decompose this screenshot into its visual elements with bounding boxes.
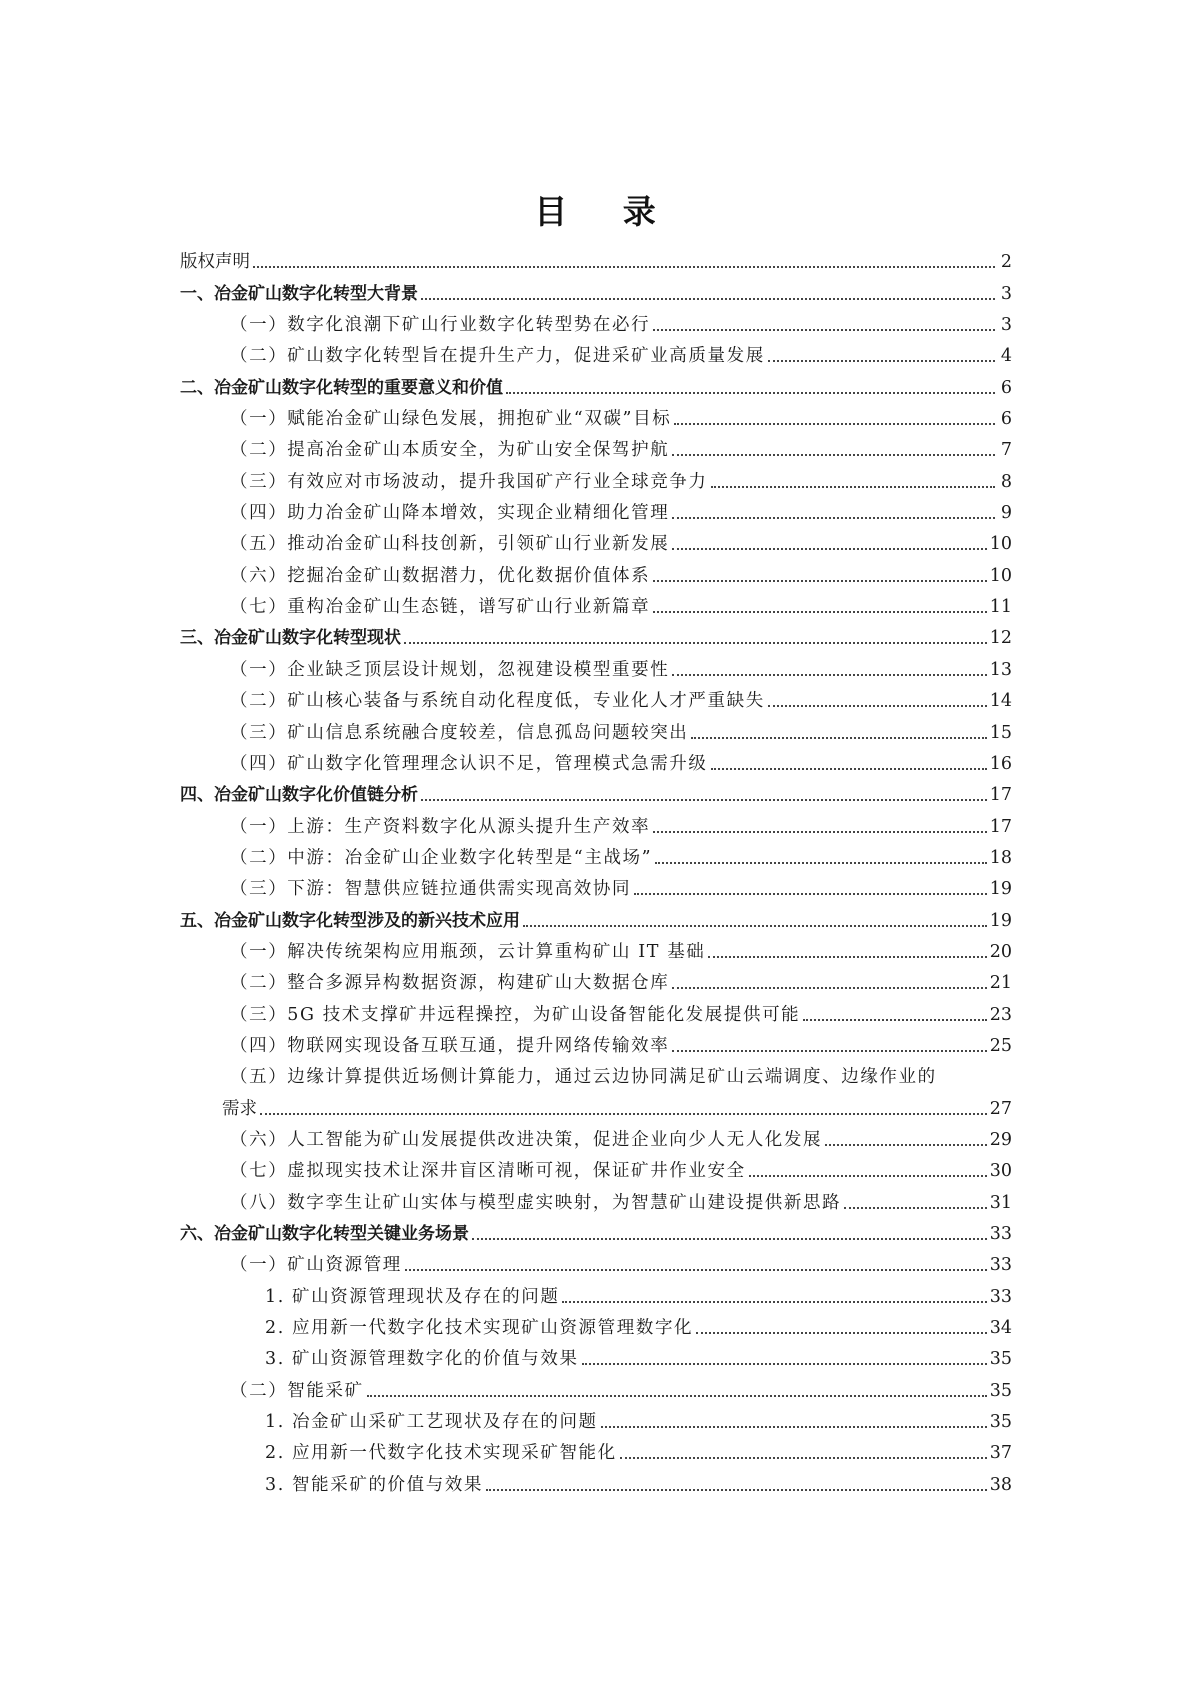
toc-entry[interactable] bbox=[180, 775, 1012, 806]
page-title: 目 录 bbox=[534, 192, 678, 231]
toc-entry-page-number: 11 bbox=[989, 597, 1012, 618]
toc-entry[interactable] bbox=[180, 242, 1012, 273]
toc-entry-label: （一）数字化浪潮下矿山行业数字化转型势在必行 bbox=[230, 315, 651, 336]
toc-dot-leader bbox=[253, 266, 995, 268]
toc-dot-leader bbox=[653, 611, 987, 613]
toc-dot-leader bbox=[421, 799, 987, 801]
toc-entry-label: 1. 矿山资源管理现状及存在的问题 bbox=[265, 1286, 560, 1307]
toc-entry-label: （三）有效应对市场波动，提升我国矿产行业全球竞争力 bbox=[230, 471, 708, 492]
toc-entry-label: 六、冶金矿山数字化转型关键业务场景 bbox=[180, 1224, 469, 1244]
toc-entry-label: 2. 应用新一代数字化技术实现采矿智能化 bbox=[265, 1443, 617, 1464]
toc-entry-page-number: 17 bbox=[989, 785, 1012, 806]
toc-dot-leader bbox=[653, 831, 987, 833]
toc-entry-page-number: 37 bbox=[989, 1443, 1012, 1464]
toc-entry-page-number: 35 bbox=[989, 1412, 1012, 1433]
toc-dot-leader bbox=[768, 705, 987, 707]
toc-entry[interactable] bbox=[180, 1370, 1012, 1401]
toc-dot-leader bbox=[803, 1019, 986, 1021]
toc-dot-leader bbox=[523, 925, 987, 927]
toc-entry-page-number: 8 bbox=[1000, 471, 1012, 492]
toc-entry-label: 版权声明 bbox=[180, 252, 250, 273]
toc-entry-label: （一）企业缺乏顶层设计规划，忽视建设模型重要性 bbox=[230, 659, 670, 680]
toc-entry-label: 2. 应用新一代数字化技术实现矿山资源管理数字化 bbox=[265, 1318, 694, 1339]
table-of-contents bbox=[180, 242, 1012, 1496]
toc-entry-page-number: 7 bbox=[1000, 440, 1012, 461]
toc-entry-label: （一）矿山资源管理 bbox=[230, 1255, 402, 1276]
toc-entry[interactable] bbox=[180, 932, 1012, 963]
toc-entry-label: 3. 智能采矿的价值与效果 bbox=[265, 1474, 484, 1495]
toc-entry[interactable] bbox=[180, 399, 1012, 430]
toc-dot-leader bbox=[562, 1301, 986, 1303]
toc-entry-label: （四）物联网实现设备互联互通，提升网络传输效率 bbox=[230, 1035, 670, 1056]
toc-entry-page-number: 15 bbox=[989, 722, 1012, 743]
toc-entry[interactable] bbox=[180, 869, 1012, 900]
toc-entry-page-number: 14 bbox=[989, 691, 1012, 712]
toc-entry[interactable] bbox=[180, 1276, 1012, 1307]
toc-entry-page-number: 3 bbox=[1000, 283, 1012, 304]
toc-entry-page-number: 12 bbox=[989, 628, 1012, 649]
toc-dot-leader bbox=[655, 862, 987, 864]
toc-entry-page-number: 19 bbox=[989, 910, 1012, 931]
toc-dot-leader bbox=[404, 642, 987, 644]
toc-entry[interactable] bbox=[180, 1182, 1012, 1213]
toc-entry-label: （二）提高冶金矿山本质安全，为矿山安全保驾护航 bbox=[230, 440, 670, 461]
toc-entry[interactable] bbox=[180, 1464, 1012, 1495]
toc-dot-leader bbox=[601, 1426, 987, 1428]
toc-entry[interactable] bbox=[180, 273, 1012, 304]
toc-entry[interactable] bbox=[180, 1026, 1012, 1057]
toc-entry-label: （二）矿山核心装备与系统自动化程度低，专业化人才严重缺失 bbox=[230, 691, 765, 712]
toc-entry[interactable] bbox=[180, 963, 1012, 994]
toc-entry[interactable] bbox=[180, 1402, 1012, 1433]
toc-entry-label: （八）数字孪生让矿山实体与模型虚实映射，为智慧矿山建设提供新思路 bbox=[230, 1192, 842, 1213]
toc-entry-label: （七）虚拟现实技术让深井盲区清晰可视，保证矿井作业安全 bbox=[230, 1161, 746, 1182]
toc-dot-leader bbox=[708, 956, 986, 958]
toc-entry-label: （二）矿山数字化转型旨在提升生产力，促进采矿业高质量发展 bbox=[230, 346, 765, 367]
toc-entry[interactable] bbox=[180, 838, 1012, 869]
toc-dot-leader bbox=[672, 517, 995, 519]
toc-entry-page-number: 21 bbox=[989, 973, 1012, 994]
toc-dot-leader bbox=[582, 1363, 987, 1365]
toc-entry-page-number: 35 bbox=[989, 1380, 1012, 1401]
toc-dot-leader bbox=[634, 893, 987, 895]
toc-dot-leader bbox=[653, 580, 987, 582]
toc-entry-label: 二、冶金矿山数字化转型的重要意义和价值 bbox=[180, 377, 503, 398]
toc-entry-page-number: 30 bbox=[989, 1161, 1012, 1182]
toc-entry[interactable] bbox=[180, 681, 1012, 712]
toc-entry-page-number: 20 bbox=[989, 941, 1012, 962]
toc-entry[interactable] bbox=[180, 744, 1012, 775]
toc-entry-page-number: 31 bbox=[989, 1192, 1012, 1213]
toc-dot-leader bbox=[691, 737, 986, 739]
toc-entry-page-number: 9 bbox=[1000, 503, 1012, 524]
toc-entry-label: 四、冶金矿山数字化价值链分析 bbox=[180, 785, 418, 806]
toc-entry-label: （二）整合多源异构数据资源，构建矿山大数据仓库 bbox=[230, 973, 670, 994]
toc-entry-label: 1. 冶金矿山采矿工艺现状及存在的问题 bbox=[265, 1412, 598, 1433]
toc-dot-leader bbox=[620, 1457, 987, 1459]
toc-dot-leader bbox=[486, 1489, 987, 1491]
toc-entry-label: 三、冶金矿山数字化转型现状 bbox=[180, 628, 401, 649]
toc-entry-page-number: 35 bbox=[989, 1349, 1012, 1370]
toc-entry[interactable] bbox=[180, 367, 1012, 398]
toc-entry[interactable] bbox=[180, 587, 1012, 618]
toc-entry-page-number: 2 bbox=[1000, 252, 1012, 273]
toc-dot-leader bbox=[672, 987, 986, 989]
toc-entry[interactable] bbox=[180, 305, 1012, 336]
toc-dot-leader bbox=[506, 392, 995, 394]
toc-entry-page-number: 13 bbox=[989, 659, 1012, 680]
toc-entry-page-number: 6 bbox=[1000, 409, 1012, 430]
toc-entry-label: （二）智能采矿 bbox=[230, 1380, 364, 1401]
toc-entry[interactable] bbox=[180, 1088, 1012, 1119]
toc-entry-label: （六）挖掘冶金矿山数据潜力，优化数据价值体系 bbox=[230, 565, 651, 586]
toc-entry-page-number: 29 bbox=[989, 1129, 1012, 1150]
toc-entry[interactable] bbox=[180, 994, 1012, 1025]
toc-dot-leader bbox=[405, 1269, 987, 1271]
toc-dot-leader bbox=[749, 1175, 987, 1177]
toc-entry-page-number: 17 bbox=[989, 816, 1012, 837]
toc-entry-label: （三）5G 技术支撑矿井远程操控，为矿山设备智能化发展提供可能 bbox=[230, 1004, 801, 1025]
toc-entry-label: （七）重构冶金矿山生态链，谱写矿山行业新篇章 bbox=[230, 597, 651, 618]
toc-entry-label: （三）矿山信息系统融合度较差，信息孤岛问题较突出 bbox=[230, 722, 689, 743]
toc-entry-label: 一、冶金矿山数字化转型大背景 bbox=[180, 283, 418, 304]
toc-entry-page-number: 4 bbox=[1000, 346, 1012, 367]
toc-entry-label: （四）矿山数字化管理理念认识不足，管理模式急需升级 bbox=[230, 753, 708, 774]
toc-entry-page-number: 33 bbox=[989, 1255, 1012, 1276]
toc-entry-label: （四）助力冶金矿山降本增效，实现企业精细化管理 bbox=[230, 503, 670, 524]
toc-entry[interactable] bbox=[180, 649, 1012, 680]
toc-dot-leader bbox=[825, 1144, 987, 1146]
toc-entry[interactable] bbox=[180, 806, 1012, 837]
toc-entry-page-number: 27 bbox=[989, 1098, 1012, 1119]
toc-entry-page-number: 25 bbox=[989, 1035, 1012, 1056]
toc-dot-leader bbox=[768, 360, 995, 362]
toc-entry-label: （五）边缘计算提供近场侧计算能力，通过云边协同满足矿山云端调度、边缘作业的 bbox=[230, 1067, 937, 1088]
toc-dot-leader bbox=[674, 423, 995, 425]
toc-entry[interactable] bbox=[180, 1151, 1012, 1182]
toc-dot-leader bbox=[711, 486, 996, 488]
toc-entry[interactable] bbox=[180, 336, 1012, 367]
toc-dot-leader bbox=[653, 329, 995, 331]
toc-entry-label: （一）赋能冶金矿山绿色发展，拥抱矿业“双碳”目标 bbox=[230, 409, 672, 430]
toc-dot-leader bbox=[672, 548, 986, 550]
toc-entry-page-number: 34 bbox=[989, 1318, 1012, 1339]
toc-entry-page-number: 6 bbox=[1000, 377, 1012, 398]
toc-entry-label: （六）人工智能为矿山发展提供改进决策，促进企业向少人无人化发展 bbox=[230, 1129, 823, 1150]
toc-dot-leader bbox=[260, 1113, 987, 1115]
toc-entry-label: 需求 bbox=[222, 1098, 257, 1119]
toc-entry-page-number: 10 bbox=[989, 565, 1012, 586]
toc-entry[interactable] bbox=[180, 1214, 1012, 1245]
toc-entry-label: 五、冶金矿山数字化转型涉及的新兴技术应用 bbox=[180, 910, 520, 931]
toc-entry-label: （一）上游：生产资料数字化从源头提升生产效率 bbox=[230, 816, 651, 837]
toc-entry-page-number: 33 bbox=[989, 1286, 1012, 1307]
toc-entry[interactable] bbox=[180, 461, 1012, 492]
toc-entry-page-number: 19 bbox=[989, 879, 1012, 900]
toc-entry[interactable] bbox=[180, 1120, 1012, 1151]
toc-entry-label: （五）推动冶金矿山科技创新，引领矿山行业新发展 bbox=[230, 534, 670, 555]
toc-entry[interactable] bbox=[180, 1339, 1012, 1370]
toc-entry-label: （一）解决传统架构应用瓶颈，云计算重构矿山 IT 基础 bbox=[230, 941, 706, 962]
toc-entry[interactable] bbox=[180, 1057, 1012, 1088]
toc-entry[interactable] bbox=[180, 712, 1012, 743]
toc-entry-page-number: 10 bbox=[989, 534, 1012, 555]
toc-entry-label: （二）中游：冶金矿山企业数字化转型是“主战场” bbox=[230, 847, 653, 868]
toc-entry-page-number: 33 bbox=[989, 1224, 1012, 1244]
toc-dot-leader bbox=[421, 298, 995, 300]
toc-entry-page-number: 23 bbox=[989, 1004, 1012, 1025]
toc-entry[interactable] bbox=[180, 900, 1012, 931]
toc-dot-leader bbox=[711, 768, 987, 770]
toc-entry[interactable] bbox=[180, 618, 1012, 649]
toc-entry[interactable] bbox=[180, 1433, 1012, 1464]
toc-entry-label: （三）下游：智慧供应链拉通供需实现高效协同 bbox=[230, 879, 632, 900]
toc-entry[interactable] bbox=[180, 555, 1012, 586]
toc-entry[interactable] bbox=[180, 524, 1012, 555]
toc-entry[interactable] bbox=[180, 1308, 1012, 1339]
toc-dot-leader bbox=[696, 1332, 987, 1334]
toc-entry-page-number: 18 bbox=[989, 847, 1012, 868]
toc-entry-page-number: 16 bbox=[989, 753, 1012, 774]
toc-entry-page-number: 3 bbox=[1000, 315, 1012, 336]
toc-entry-label: 3. 矿山资源管理数字化的价值与效果 bbox=[265, 1349, 579, 1370]
toc-dot-leader bbox=[672, 674, 986, 676]
toc-dot-leader bbox=[672, 1050, 986, 1052]
toc-entry-page-number: 38 bbox=[989, 1474, 1012, 1495]
toc-dot-leader bbox=[472, 1238, 987, 1240]
toc-entry[interactable] bbox=[180, 430, 1012, 461]
toc-dot-leader bbox=[672, 454, 995, 456]
toc-dot-leader bbox=[844, 1207, 987, 1209]
toc-entry[interactable] bbox=[180, 493, 1012, 524]
toc-dot-leader bbox=[367, 1395, 987, 1397]
toc-entry[interactable] bbox=[180, 1245, 1012, 1276]
